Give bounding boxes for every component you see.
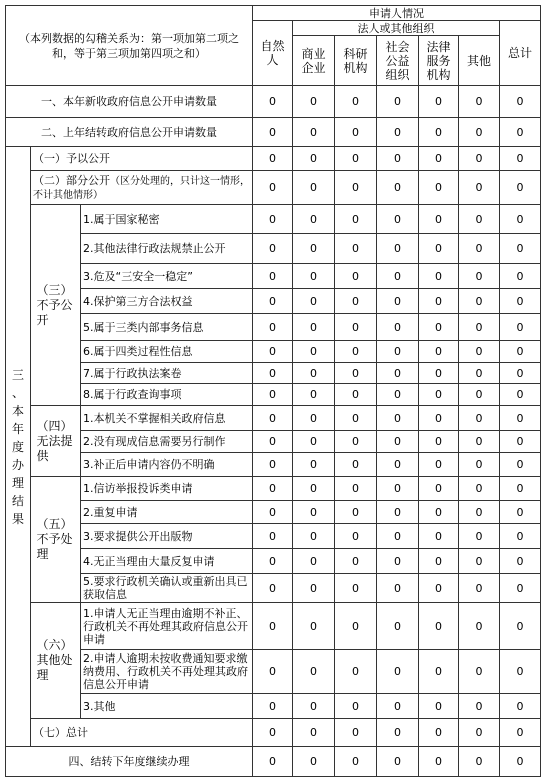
value-legal-service-org: 0 — [419, 314, 459, 341]
row-withheld-inquiry-matters — [6, 384, 541, 406]
value-research-institution: 0 — [335, 694, 377, 719]
row-label: 4.保护第三方合法权益 — [81, 289, 253, 314]
row-withheld-third-party-rights — [6, 289, 541, 314]
row-label: （七）总计 — [31, 719, 253, 747]
row-withheld-prohibited-by-law — [6, 234, 541, 264]
value-other: 0 — [459, 406, 500, 431]
group-label-unable-to-provide: （四）无法提供 — [36, 418, 73, 463]
column-header-social-welfare-org — [377, 36, 419, 86]
column-header-label: 法律服务机构 — [426, 39, 451, 82]
value-natural-person: 0 — [253, 650, 293, 694]
value-social-welfare-org: 0 — [377, 363, 419, 384]
value-commercial-enterprise: 0 — [293, 171, 335, 205]
value-natural-person: 0 — [253, 549, 293, 574]
group-label-withheld-cell — [31, 205, 81, 406]
value-research-institution: 0 — [335, 264, 377, 289]
value-research-institution: 0 — [335, 431, 377, 453]
row-label: 1.本机关不掌握相关政府信息 — [81, 406, 253, 431]
value-legal-service-org: 0 — [419, 264, 459, 289]
column-header-legal-service-org — [419, 36, 459, 86]
value-legal-service-org: 0 — [419, 501, 459, 524]
row-not-processed-petition — [6, 477, 541, 501]
group-label-not-processed: （五）不予处理 — [36, 517, 73, 561]
value-natural-person: 0 — [253, 384, 293, 406]
value-commercial-enterprise: 0 — [293, 118, 335, 147]
row-label: （二）部分公开 — [33, 173, 110, 187]
value-legal-service-org: 0 — [419, 289, 459, 314]
value-natural-person: 0 — [253, 406, 293, 431]
value-total: 0 — [500, 477, 541, 501]
value-legal-service-org: 0 — [419, 431, 459, 453]
row-label: 一、本年新收政府信息公开申请数量 — [6, 86, 253, 118]
value-natural-person: 0 — [253, 453, 293, 477]
value-social-welfare-org: 0 — [377, 747, 419, 777]
value-research-institution: 0 — [335, 171, 377, 205]
row-partially-disclosed — [6, 171, 541, 205]
value-total: 0 — [500, 147, 541, 171]
row-label: 3.补正后申请内容仍不明确 — [81, 453, 253, 477]
value-natural-person: 0 — [253, 264, 293, 289]
value-social-welfare-org: 0 — [377, 289, 419, 314]
row-not-processed-duplicate — [6, 501, 541, 524]
value-total: 0 — [500, 524, 541, 549]
value-social-welfare-org: 0 — [377, 549, 419, 574]
value-social-welfare-org: 0 — [377, 234, 419, 264]
value-legal-service-org: 0 — [419, 477, 459, 501]
value-social-welfare-org: 0 — [377, 694, 419, 719]
value-other: 0 — [459, 147, 500, 171]
row-withheld-state-secret — [6, 205, 541, 234]
value-other: 0 — [459, 314, 500, 341]
value-total: 0 — [500, 747, 541, 777]
value-natural-person: 0 — [253, 501, 293, 524]
value-other: 0 — [459, 747, 500, 777]
value-legal-service-org: 0 — [419, 574, 459, 603]
value-commercial-enterprise: 0 — [293, 341, 335, 363]
value-commercial-enterprise: 0 — [293, 205, 335, 234]
value-legal-service-org: 0 — [419, 549, 459, 574]
row-withheld-internal-affairs — [6, 314, 541, 341]
value-research-institution: 0 — [335, 147, 377, 171]
value-research-institution: 0 — [335, 205, 377, 234]
row-unavailable-not-held — [6, 406, 541, 431]
value-natural-person: 0 — [253, 171, 293, 205]
row-label: 2.其他法律行政法规禁止公开 — [81, 234, 253, 264]
row-unavailable-unclear-after-correction — [6, 453, 541, 477]
value-commercial-enterprise: 0 — [293, 574, 335, 603]
row-label: 2.重复申请 — [81, 501, 253, 524]
row-label: 2.没有现成信息需要另行制作 — [81, 431, 253, 453]
value-research-institution: 0 — [335, 650, 377, 694]
value-legal-service-org: 0 — [419, 234, 459, 264]
row-label: 6.属于四类过程性信息 — [81, 341, 253, 363]
row-label: 8.属于行政查询事项 — [81, 384, 253, 406]
value-social-welfare-org: 0 — [377, 603, 419, 650]
value-total: 0 — [500, 205, 541, 234]
value-other: 0 — [459, 341, 500, 363]
value-social-welfare-org: 0 — [377, 524, 419, 549]
value-legal-service-org: 0 — [419, 406, 459, 431]
value-commercial-enterprise: 0 — [293, 747, 335, 777]
value-commercial-enterprise: 0 — [293, 694, 335, 719]
value-total: 0 — [500, 363, 541, 384]
value-commercial-enterprise: 0 — [293, 549, 335, 574]
value-total: 0 — [500, 501, 541, 524]
value-total: 0 — [500, 314, 541, 341]
column-header-label: 自然人 — [260, 39, 285, 67]
disclosure-statistics-table — [5, 5, 541, 777]
value-total: 0 — [500, 719, 541, 747]
value-commercial-enterprise: 0 — [293, 453, 335, 477]
value-other: 0 — [459, 650, 500, 694]
value-commercial-enterprise: 0 — [293, 501, 335, 524]
value-natural-person: 0 — [253, 341, 293, 363]
value-social-welfare-org: 0 — [377, 501, 419, 524]
row-label: 四、结转下年度继续办理 — [6, 747, 253, 777]
row-label: 5.要求行政机关确认或重新出具已获取信息 — [81, 574, 253, 603]
row-fully-disclosed — [6, 147, 541, 171]
value-other: 0 — [459, 171, 500, 205]
value-total: 0 — [500, 234, 541, 264]
row-results-total — [6, 719, 541, 747]
row-unavailable-needs-creation — [6, 431, 541, 453]
value-research-institution: 0 — [335, 314, 377, 341]
value-natural-person: 0 — [253, 118, 293, 147]
value-total: 0 — [500, 549, 541, 574]
value-commercial-enterprise: 0 — [293, 384, 335, 406]
row-other-overdue-correction — [6, 603, 541, 650]
value-total: 0 — [500, 86, 541, 118]
value-commercial-enterprise: 0 — [293, 147, 335, 171]
value-legal-service-org: 0 — [419, 341, 459, 363]
row-label-note: （区分处理的，只计这一情形，不计其他情形） — [33, 175, 250, 201]
column-relation-note: （本列数据的勾稽关系为：第一项加第二项之和，等于第三项加第四项之和） — [19, 31, 239, 60]
row-label: 二、上年结转政府信息公开申请数量 — [6, 118, 253, 147]
value-research-institution: 0 — [335, 477, 377, 501]
value-natural-person: 0 — [253, 314, 293, 341]
value-research-institution: 0 — [335, 289, 377, 314]
value-research-institution: 0 — [335, 747, 377, 777]
value-total: 0 — [500, 289, 541, 314]
row-label: 4.无正当理由大量反复申请 — [81, 549, 253, 574]
value-other: 0 — [459, 264, 500, 289]
value-total: 0 — [500, 118, 541, 147]
value-commercial-enterprise: 0 — [293, 234, 335, 264]
value-other: 0 — [459, 453, 500, 477]
value-natural-person: 0 — [253, 234, 293, 264]
value-total: 0 — [500, 341, 541, 363]
value-research-institution: 0 — [335, 574, 377, 603]
value-natural-person: 0 — [253, 524, 293, 549]
value-total: 0 — [500, 603, 541, 650]
value-natural-person: 0 — [253, 289, 293, 314]
value-other: 0 — [459, 234, 500, 264]
value-other: 0 — [459, 694, 500, 719]
result-section-label: 三、本年度办理结果 — [11, 367, 24, 526]
value-natural-person: 0 — [253, 205, 293, 234]
value-social-welfare-org: 0 — [377, 147, 419, 171]
group-label-unable-to-provide-cell — [31, 406, 81, 477]
value-legal-service-org: 0 — [419, 650, 459, 694]
value-research-institution: 0 — [335, 234, 377, 264]
value-natural-person: 0 — [253, 86, 293, 118]
value-natural-person: 0 — [253, 574, 293, 603]
value-research-institution: 0 — [335, 453, 377, 477]
value-social-welfare-org: 0 — [377, 171, 419, 205]
value-natural-person: 0 — [253, 694, 293, 719]
row-label-cell — [31, 171, 253, 205]
row-label: 3.危及“三安全一稳定” — [81, 264, 253, 289]
row-label: 3.要求提供公开出版物 — [81, 524, 253, 549]
value-legal-service-org: 0 — [419, 118, 459, 147]
value-legal-service-org: 0 — [419, 86, 459, 118]
value-total: 0 — [500, 453, 541, 477]
row-withheld-process-info — [6, 341, 541, 363]
value-natural-person: 0 — [253, 147, 293, 171]
value-research-institution: 0 — [335, 118, 377, 147]
row-label: （一）予以公开 — [31, 147, 253, 171]
value-social-welfare-org: 0 — [377, 574, 419, 603]
row-carried-over-from-last-year — [6, 118, 541, 147]
value-social-welfare-org: 0 — [377, 314, 419, 341]
value-legal-service-org: 0 — [419, 747, 459, 777]
value-other: 0 — [459, 289, 500, 314]
value-other: 0 — [459, 86, 500, 118]
value-other: 0 — [459, 118, 500, 147]
value-total: 0 — [500, 406, 541, 431]
value-research-institution: 0 — [335, 524, 377, 549]
value-commercial-enterprise: 0 — [293, 406, 335, 431]
value-legal-service-org: 0 — [419, 719, 459, 747]
value-research-institution: 0 — [335, 406, 377, 431]
value-social-welfare-org: 0 — [377, 650, 419, 694]
value-commercial-enterprise: 0 — [293, 289, 335, 314]
value-social-welfare-org: 0 — [377, 384, 419, 406]
value-total: 0 — [500, 574, 541, 603]
column-header-label: 科研机构 — [343, 46, 368, 75]
row-label: 7.属于行政执法案卷 — [81, 363, 253, 384]
column-header-research-institution — [335, 36, 377, 86]
value-legal-service-org: 0 — [419, 453, 459, 477]
value-social-welfare-org: 0 — [377, 341, 419, 363]
result-section-label-cell — [6, 147, 31, 747]
value-social-welfare-org: 0 — [377, 431, 419, 453]
column-header-label: 商业企业 — [301, 46, 326, 75]
value-legal-service-org: 0 — [419, 694, 459, 719]
column-header-label: 总计 — [508, 46, 533, 60]
group-label-other-processing: （六）其他处理 — [36, 638, 73, 682]
row-label: 1.信访举报投诉类申请 — [81, 477, 253, 501]
row-carried-to-next-year — [6, 747, 541, 777]
value-total: 0 — [500, 264, 541, 289]
row-label: 2.申请人逾期未按收费通知要求缴纳费用、行政机关不再处理其政府信息公开申请 — [81, 650, 253, 694]
value-legal-service-org: 0 — [419, 205, 459, 234]
applicant-info-header: 申请人情况 — [253, 6, 541, 21]
value-social-welfare-org: 0 — [377, 477, 419, 501]
value-total: 0 — [500, 650, 541, 694]
value-natural-person: 0 — [253, 363, 293, 384]
value-other: 0 — [459, 524, 500, 549]
value-social-welfare-org: 0 — [377, 719, 419, 747]
value-social-welfare-org: 0 — [377, 406, 419, 431]
row-other-unpaid-fee — [6, 650, 541, 694]
value-commercial-enterprise: 0 — [293, 86, 335, 118]
group-label-withheld: （三）不予公开 — [36, 282, 73, 327]
value-research-institution: 0 — [335, 86, 377, 118]
column-header-label: 社会公益组织 — [385, 39, 410, 82]
value-other: 0 — [459, 501, 500, 524]
value-natural-person: 0 — [253, 719, 293, 747]
row-withheld-three-securities-stability — [6, 264, 541, 289]
value-other: 0 — [459, 363, 500, 384]
value-commercial-enterprise: 0 — [293, 524, 335, 549]
value-commercial-enterprise: 0 — [293, 314, 335, 341]
row-label: 1.申请人无正当理由逾期不补正、行政机关不再处理其政府信息公开申请 — [81, 603, 253, 650]
value-commercial-enterprise: 0 — [293, 650, 335, 694]
row-label: 3.其他 — [81, 694, 253, 719]
value-total: 0 — [500, 694, 541, 719]
value-research-institution: 0 — [335, 363, 377, 384]
value-legal-service-org: 0 — [419, 603, 459, 650]
row-not-processed-confirm-reissue — [6, 574, 541, 603]
value-other: 0 — [459, 384, 500, 406]
value-commercial-enterprise: 0 — [293, 363, 335, 384]
row-other-misc — [6, 694, 541, 719]
value-other: 0 — [459, 549, 500, 574]
legal-person-group-header: 法人或其他组织 — [293, 21, 500, 36]
value-social-welfare-org: 0 — [377, 264, 419, 289]
value-total: 0 — [500, 384, 541, 406]
value-other: 0 — [459, 477, 500, 501]
column-header-total — [500, 21, 541, 86]
header-row-top — [6, 6, 541, 21]
value-natural-person: 0 — [253, 477, 293, 501]
row-label: 1.属于国家秘密 — [81, 205, 253, 234]
value-total: 0 — [500, 431, 541, 453]
value-commercial-enterprise: 0 — [293, 719, 335, 747]
value-total: 0 — [500, 171, 541, 205]
value-natural-person: 0 — [253, 603, 293, 650]
value-legal-service-org: 0 — [419, 147, 459, 171]
value-natural-person: 0 — [253, 747, 293, 777]
value-other: 0 — [459, 603, 500, 650]
value-natural-person: 0 — [253, 431, 293, 453]
value-legal-service-org: 0 — [419, 363, 459, 384]
column-header-commercial-enterprise — [293, 36, 335, 86]
value-legal-service-org: 0 — [419, 171, 459, 205]
value-other: 0 — [459, 719, 500, 747]
value-research-institution: 0 — [335, 549, 377, 574]
group-label-other-processing-cell — [31, 603, 81, 719]
value-legal-service-org: 0 — [419, 384, 459, 406]
column-relation-note-cell — [6, 6, 253, 86]
value-commercial-enterprise: 0 — [293, 431, 335, 453]
value-commercial-enterprise: 0 — [293, 603, 335, 650]
value-social-welfare-org: 0 — [377, 118, 419, 147]
row-not-processed-publication — [6, 524, 541, 549]
value-social-welfare-org: 0 — [377, 86, 419, 118]
value-commercial-enterprise: 0 — [293, 477, 335, 501]
group-label-not-processed-cell — [31, 477, 81, 603]
value-research-institution: 0 — [335, 719, 377, 747]
column-header-other — [459, 36, 500, 86]
row-new-applications — [6, 86, 541, 118]
value-other: 0 — [459, 574, 500, 603]
value-other: 0 — [459, 431, 500, 453]
column-header-natural-person — [253, 21, 293, 86]
value-research-institution: 0 — [335, 501, 377, 524]
value-research-institution: 0 — [335, 384, 377, 406]
value-research-institution: 0 — [335, 603, 377, 650]
row-withheld-law-enforcement-files — [6, 363, 541, 384]
value-legal-service-org: 0 — [419, 524, 459, 549]
value-other: 0 — [459, 205, 500, 234]
row-not-processed-mass-repeat — [6, 549, 541, 574]
value-research-institution: 0 — [335, 341, 377, 363]
value-social-welfare-org: 0 — [377, 453, 419, 477]
column-header-label: 其他 — [466, 53, 491, 68]
row-label: 5.属于三类内部事务信息 — [81, 314, 253, 341]
value-social-welfare-org: 0 — [377, 205, 419, 234]
value-commercial-enterprise: 0 — [293, 264, 335, 289]
